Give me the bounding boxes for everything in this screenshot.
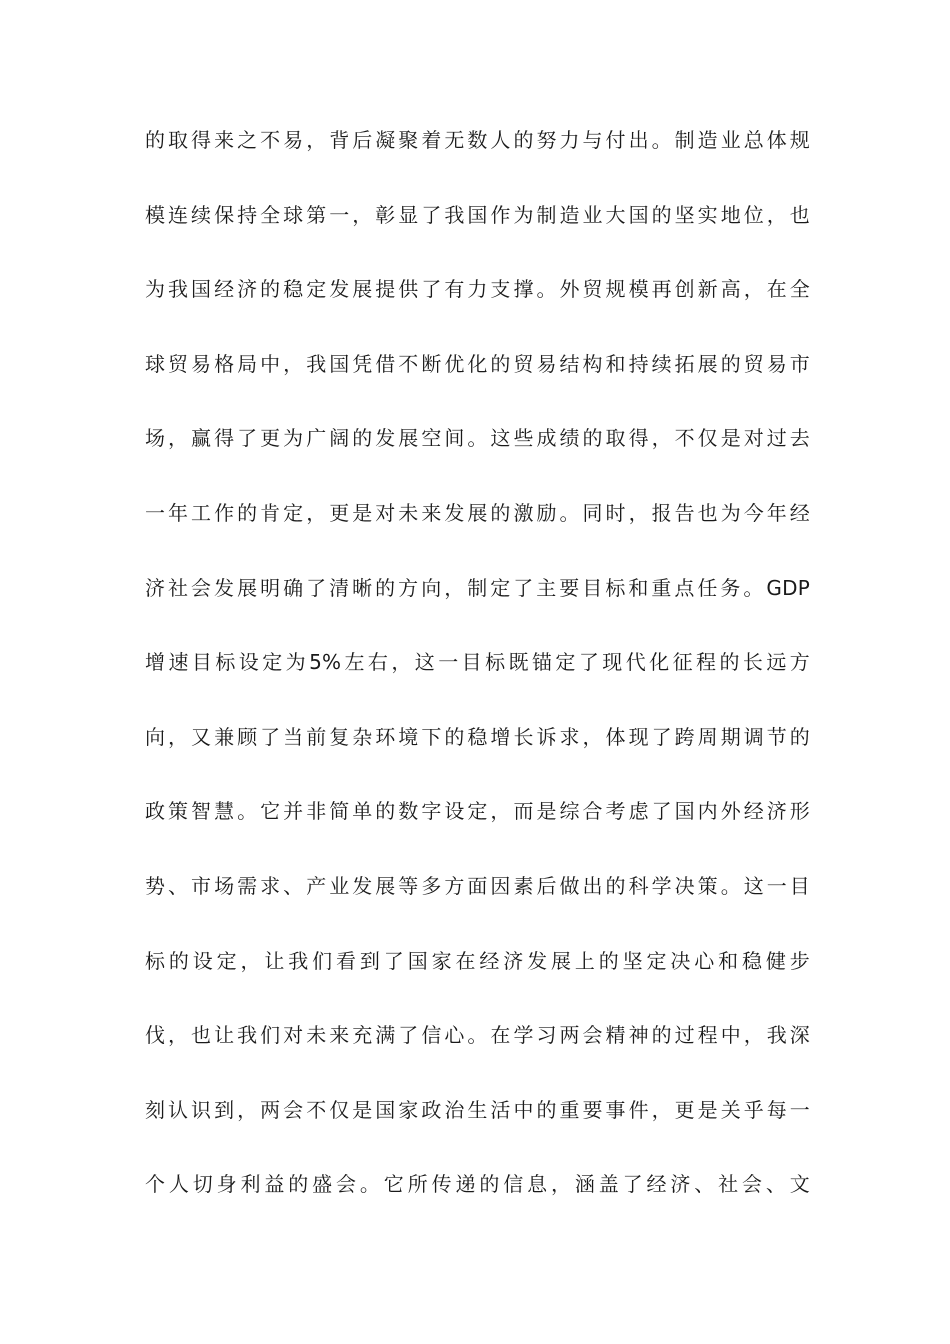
text-line-15: 个人切身利益的盛会。它所传递的信息，涵盖了经济、社会、文 xyxy=(145,1172,810,1197)
text-line-2: 模连续保持全球第一，彰显了我国作为制造业大国的坚实地位，也 xyxy=(145,202,810,227)
text-line-12: 标的设定，让我们看到了国家在经济发展上的坚定决心和稳健步 xyxy=(145,948,810,973)
body-paragraph xyxy=(145,118,810,1237)
text-line-4: 球贸易格局中，我国凭借不断优化的贸易结构和持续拓展的贸易市 xyxy=(145,351,810,376)
text-line-9: 向，又兼顾了当前复杂环境下的稳增长诉求，体现了跨周期调节的 xyxy=(145,724,810,749)
text-line-8: 增速目标设定为5%左右，这一目标既锚定了现代化征程的长远方 xyxy=(145,650,810,675)
text-line-3: 为我国经济的稳定发展提供了有力支撑。外贸规模再创新高，在全 xyxy=(145,277,810,302)
text-line-1: 的取得来之不易，背后凝聚着无数人的努力与付出。制造业总体规 xyxy=(145,128,810,152)
text-line-5: 场，赢得了更为广阔的发展空间。这些成绩的取得，不仅是对过去 xyxy=(145,426,810,451)
text-line-6: 一年工作的肯定，更是对未来发展的激励。同时，报告也为今年经 xyxy=(145,500,810,525)
text-line-10: 政策智慧。它并非简单的数字设定，而是综合考虑了国内外经济形 xyxy=(145,799,810,824)
text-line-7: 济社会发展明确了清晰的方向，制定了主要目标和重点任务。GDP xyxy=(145,575,810,600)
text-line-14: 刻认识到，两会不仅是国家政治生活中的重要事件，更是关乎每一 xyxy=(145,1097,810,1122)
text-line-11: 势、市场需求、产业发展等多方面因素后做出的科学决策。这一目 xyxy=(145,873,810,898)
text-line-13: 伐，也让我们对未来充满了信心。在学习两会精神的过程中，我深 xyxy=(145,1023,810,1048)
